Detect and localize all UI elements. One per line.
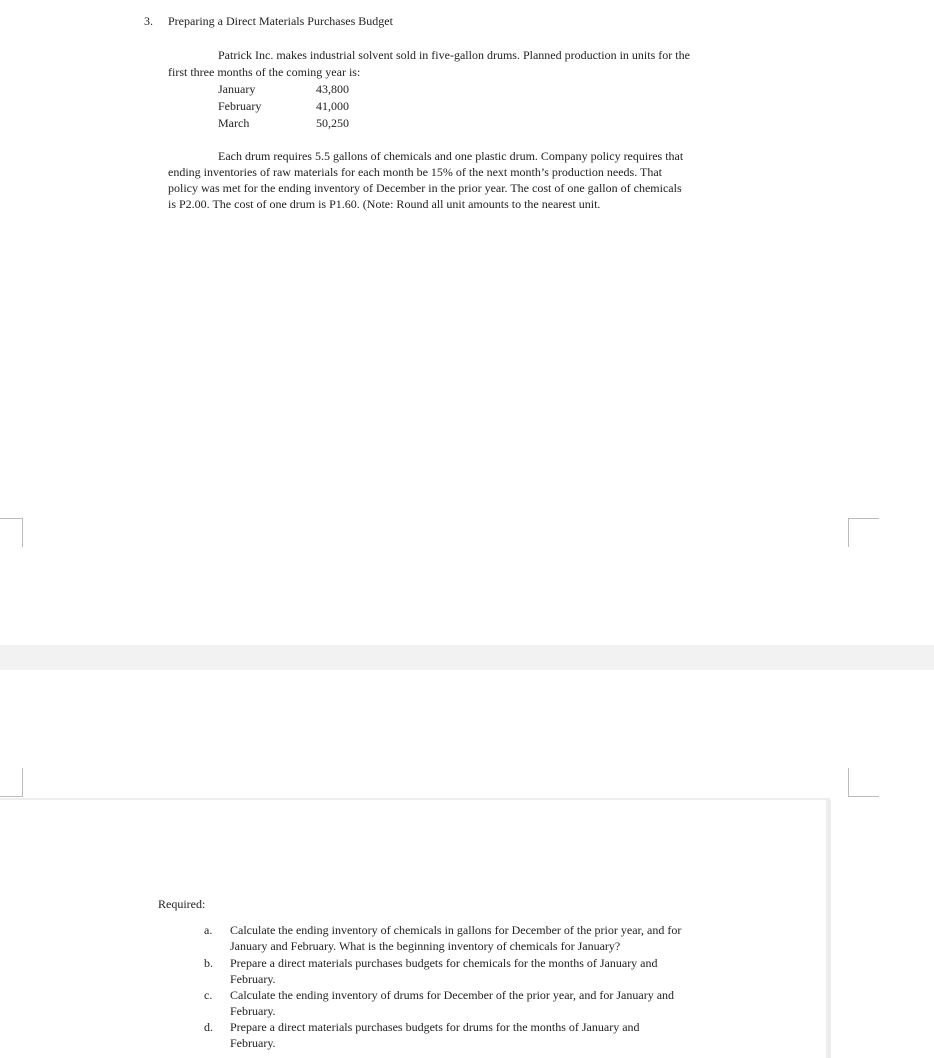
item-line: February.: [230, 1004, 276, 1018]
crop-mark: [0, 768, 23, 797]
intro-line: Patrick Inc. makes industrial solvent sold in five-gallon drums. Planned production in units for the: [218, 48, 690, 62]
page-gap: [0, 645, 934, 670]
month-label: January: [218, 82, 256, 96]
problem-number: 3.: [144, 14, 153, 28]
item-line: Prepare a direct materials purchases budgets for drums for the months of January and: [230, 1020, 640, 1034]
problem-title: Preparing a Direct Materials Purchases Budget: [168, 14, 393, 28]
month-label: March: [218, 116, 250, 130]
item-letter: c.: [204, 988, 213, 1002]
crop-mark: [0, 518, 23, 547]
item-line: February.: [230, 972, 276, 986]
page-break-line: [0, 798, 830, 800]
month-label: February: [218, 99, 262, 113]
item-line: January and February. What is the beginning inventory of chemicals for January?: [230, 939, 621, 953]
crop-mark: [848, 518, 879, 547]
intro-line: first three months of the coming year is:: [168, 65, 361, 79]
units-value: 50,250: [316, 116, 349, 130]
page-edge: [826, 800, 831, 1058]
details-line: ending inventories of raw materials for each month be 15% of the next month’s production needs. That: [168, 165, 662, 179]
details-line: Each drum requires 5.5 gallons of chemicals and one plastic drum. Company policy requires that: [218, 149, 684, 163]
item-line: February.: [230, 1036, 276, 1050]
item-line: Calculate the ending inventory of chemicals in gallons for December of the prior year, and for: [230, 923, 682, 937]
item-letter: a.: [204, 923, 213, 937]
item-letter: d.: [204, 1020, 213, 1034]
details-line: policy was met for the ending inventory of December in the prior year. The cost of one gallon of chemicals: [168, 181, 682, 195]
units-value: 41,000: [316, 99, 349, 113]
details-line: is P2.00. The cost of one drum is P1.60. (Note: Round all unit amounts to the nearest unit.: [168, 197, 601, 211]
item-line: Calculate the ending inventory of drums for December of the prior year, and for January and: [230, 988, 675, 1002]
required-label: Required:: [158, 897, 206, 911]
item-letter: b.: [204, 956, 213, 970]
crop-mark: [848, 768, 879, 797]
item-line: Prepare a direct materials purchases budgets for chemicals for the months of January and: [230, 956, 658, 970]
units-value: 43,800: [316, 82, 349, 96]
